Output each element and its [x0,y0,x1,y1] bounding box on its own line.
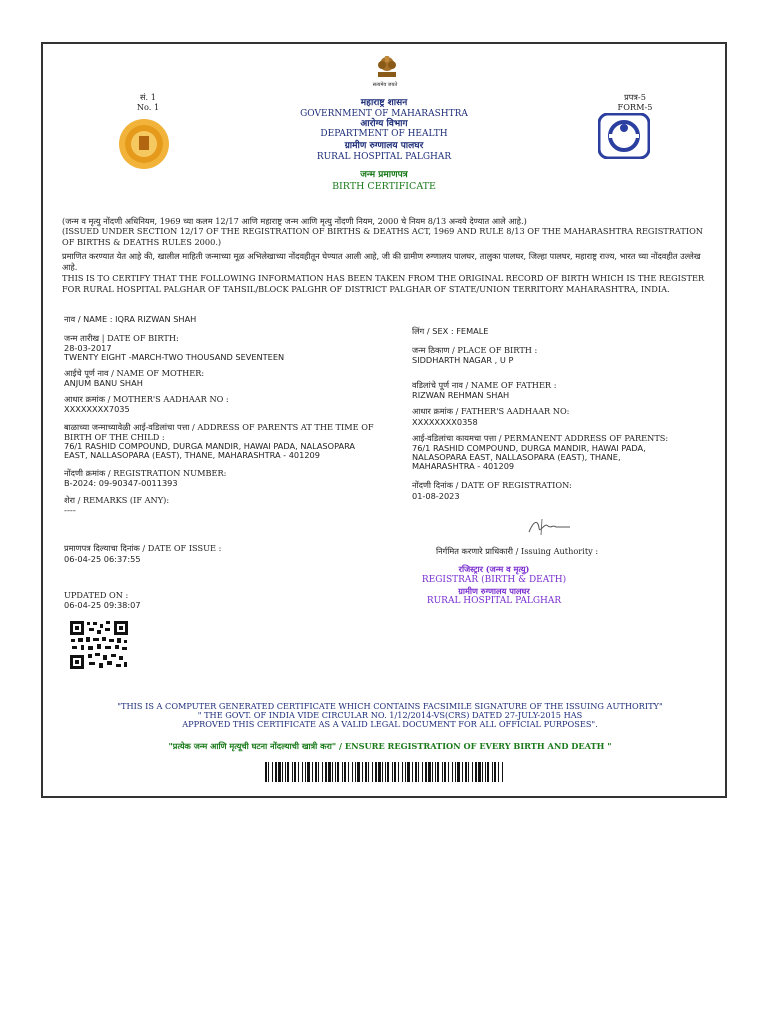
emblem-motto: सत्यमेव जयते [372,82,398,88]
reg-date-label: नोंदणी दिनांक / DATE OF REGISTRATION: [412,480,572,490]
updated-value: 06-04-25 09:38:07 [64,600,141,610]
slogan-en: / ENSURE REGISTRATION OF EVERY BIRTH AND DEATH " [336,741,612,751]
father-aadhaar-value: XXXXXXXX0358 [412,417,478,427]
mother-value: ANJUM BANU SHAH [64,378,143,388]
state-en: GOVERNMENT OF MAHARASHTRA [300,109,468,119]
address-birth-value-1: 76/1 RASHID COMPOUND, DURGA MANDIR, HAWAI PADA, NALASOPARA [64,441,356,451]
reg-date-value: 01-08-2023 [412,491,460,501]
mother-label: आईचे पूर्ण नाव / NAME OF MOTHER: [64,368,205,378]
sex-value: FEMALE [456,326,489,336]
remarks-label: शेरा / REMARKS (IF ANY): [64,495,170,505]
issue-date-label: प्रमाणपत्र दिल्याचा दिनांक / DATE OF ISSUE : [64,543,222,553]
footer-note-2: " THE GOVT. OF INDIA VIDE CIRCULAR NO. 1/12/2014-VS(CRS) DATED 27-JULY-2015 HAS [197,710,583,720]
certify-mr: प्रमाणित करण्यात येत आहे की, खालील माहिती जन्माच्या मूळ अभिलेखाच्या नोंदवहीतून घेण्यात आली आहे, जी की ग्रामीण रुग्णालय पालघर, तालुका पालघर, जिल्हा पालघर, महाराष्ट्र राज्य, भारत च्या नोंदवहीत उल्लेख आहे. [62,251,701,272]
father-label: वडिलांचे पूर्ण नाव / NAME OF FATHER : [412,380,557,390]
address-birth-label-1: बाळाच्या जन्माच्यावेळी आई-वडिलांचा पत्ता / ADDRESS OF PARENTS AT THE TIME OF [64,422,374,432]
name-value: IQRA RIZWAN SHAH [115,314,197,324]
reg-no-label: नोंदणी क्रमांक / REGISTRATION NUMBER: [64,468,227,478]
perm-address-3: MAHARASHTRA - 401209 [412,461,515,471]
updated-label: UPDATED ON : [64,590,129,600]
registrar-hospital-mr: ग्रामीण रुग्णालय पालघर [458,586,530,596]
slogan-mr: "प्रत्येक जन्म आणि मृत्यूची घटना नोंदल्याची खात्री करा" [168,741,337,751]
dob-label: जन्म तारीख | DATE OF BIRTH: [64,333,179,343]
father-value: RIZWAN REHMAN SHAH [412,390,510,400]
reg-no-value: B-2024: 09-90347-0011393 [64,478,178,488]
perm-address-label: आई-वडिलांचा कायमचा पत्ता / PERMANENT ADDRESS OF PARENTS: [412,433,669,443]
form-en: FORM-5 [617,102,653,112]
cert-title-mr: जन्म प्रमाणपत्र [360,170,408,180]
issue-date-value: 06-04-25 06:37:55 [64,554,141,564]
remarks-value: ---- [64,505,76,515]
qr-code-icon [69,620,129,670]
pob-label: जन्म ठिकाण / PLACE OF BIRTH : [412,345,538,355]
issued-under-en: (ISSUED UNDER SECTION 12/17 OF THE REGISTRATION OF BIRTHS & DEATHS ACT, 1969 AND RULE 8/13 OF THE MAHARASHTRA REGISTRATION OF BIRTHS & DEATHS RULES 2000.) [62,226,703,247]
perm-address-2: NALASOPARA EAST, NALLASOPARA (EAST), THANE, [412,452,621,462]
name-field [64,314,384,325]
registrar-hospital-en: RURAL HOSPITAL PALGHAR [426,596,562,606]
address-birth-label-2: BIRTH OF THE CHILD : [64,432,165,442]
ashoka-emblem-icon [372,52,402,82]
dept-mr: आरोग्य विभाग [360,119,408,129]
dob-words: TWENTY EIGHT -MARCH-TWO THOUSAND SEVENTEEN [64,352,285,362]
sex-field [412,326,712,337]
mother-aadhaar-label: आधार क्रमांक / MOTHER'S AADHAAR NO : [64,394,229,404]
cert-title-en: BIRTH CERTIFICATE [332,181,436,192]
footer-note-3: APPROVED THIS CERTIFICATE AS A VALID LEGAL DOCUMENT FOR ALL OFFICIAL PURPOSES". [182,719,598,729]
sex-label: लिंग / SEX : [412,326,454,336]
father-aadhaar-label: आधार क्रमांक / FATHER'S AADHAAR NO: [412,406,570,416]
barcode-icon [265,762,503,782]
slogan [60,741,720,752]
pob-value: SIDDHARTH NAGAR , U P [412,355,514,365]
issuing-authority-label: निर्गमित करणारे प्राधिकारी / Issuing Authority : [436,546,599,556]
certify-en: THIS IS TO CERTIFY THAT THE FOLLOWING INFORMATION HAS BEEN TAKEN FROM THE ORIGINAL RECORD OF BIRTH WHICH IS THE REGISTER FOR RURAL HOSPITAL PALGHAR OF TAHSIL/BLOCK PALGHR OF DISTRICT PALGHAR OF STATE/UNION TERRITORY MAHARASHTRA, INDIA. [62,273,705,294]
signature-icon [526,516,572,538]
serial-en: No. 1 [136,102,160,112]
dept-en: DEPARTMENT OF HEALTH [320,129,448,139]
health-logo-icon [598,113,650,159]
footer-note-1: "THIS IS A COMPUTER GENERATED CERTIFICATE WHICH CONTAINS FACSIMILE SIGNATURE OF THE ISSUING AUTHORITY" [117,701,663,711]
form-mr: प्रपत्र-5 [624,92,646,102]
serial-mr: सं. 1 [140,92,156,102]
mother-aadhaar-value: XXXXXXXX7035 [64,404,130,414]
name-label: नाव / NAME : [64,314,113,324]
registrar-en: REGISTRAR (BIRTH & DEATH) [421,575,567,585]
dob-value: 28-03-2017 [64,343,112,353]
issued-under-mr: (जन्म व मृत्यु नोंदणी अधिनियम, 1969 च्या कलम 12/17 आणि महाराष्ट्र जन्म आणि मृत्यु नोंदणी नियम, 2000 चे नियम 8/13 अन्वये देण्यात आले आहे.) [62,216,527,226]
hospital-en: RURAL HOSPITAL PALGHAR [316,152,452,162]
registrar-mr: रजिस्ट्रार (जन्म व मृत्यु) [458,564,530,574]
address-birth-value-2: EAST, NALLASOPARA (EAST), THANE, MAHARASHTRA - 401209 [64,450,320,460]
perm-address-1: 76/1 RASHID COMPOUND, DURGA MANDIR, HAWAI PADA, [412,443,646,453]
state-mr: महाराष्ट्र शासन [360,98,408,108]
hospital-mr: ग्रामीण रुग्णालय पालघर [344,141,424,151]
maharashtra-seal-icon [118,118,170,170]
